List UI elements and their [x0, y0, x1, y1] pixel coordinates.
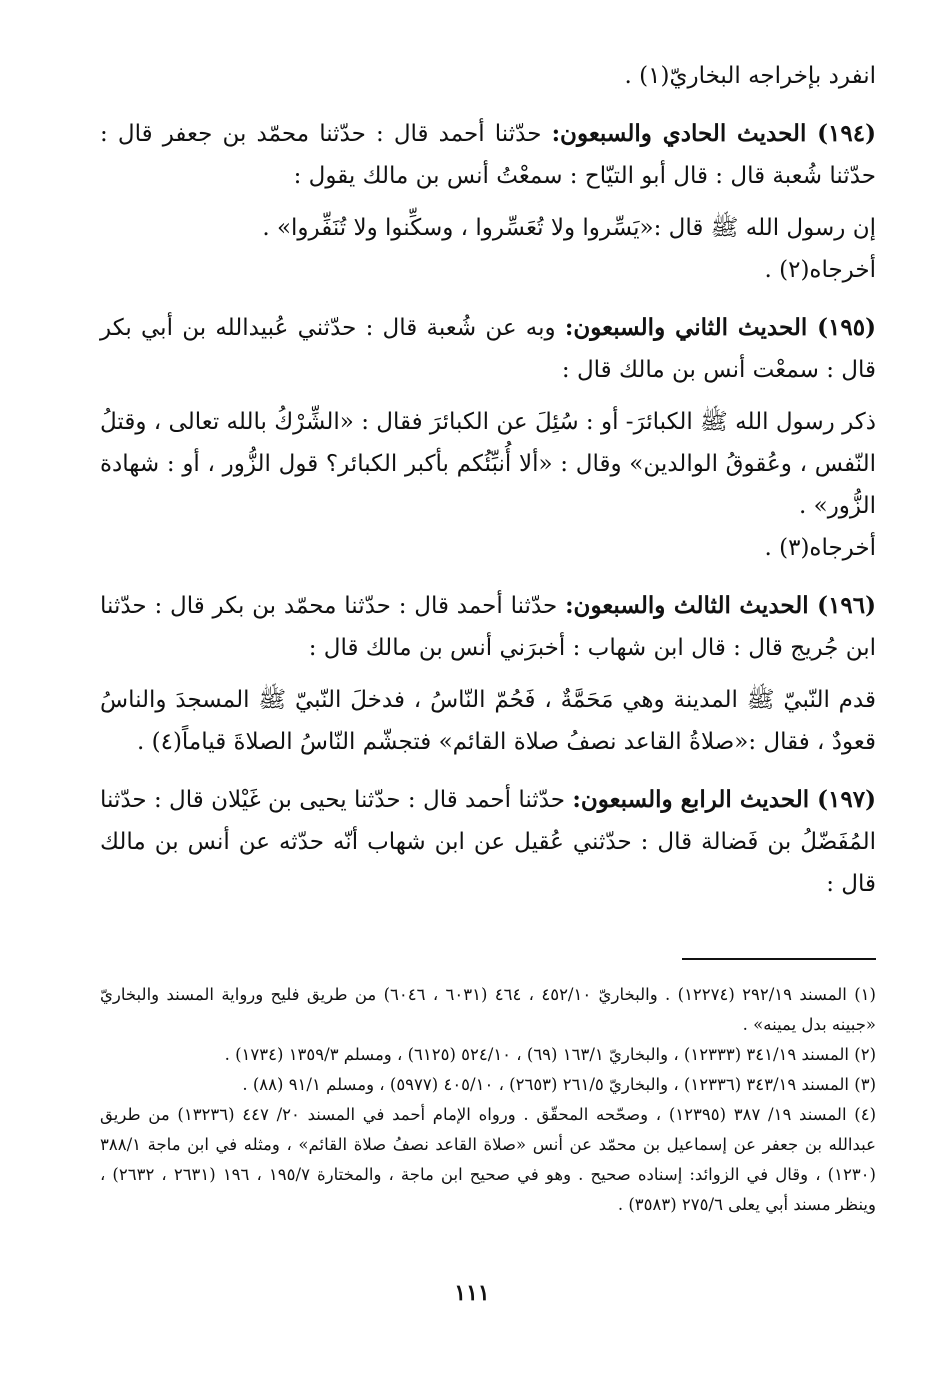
footnote-1: (١) المسند ٢٩٢/١٩ (١٢٢٧٤) . والبخاريّ ٤٥٢/١٠ ، ٤٦٤ (٦٠٣١ ، ٦٠٤٦) من طريق فليح ورواية المسند والبخاريّ «جبينه بدل يمينه» . [100, 985, 876, 1034]
hadith-chain: وبه عن شُعبة قال : حدّثني عُبيدالله بن أبي بكر قال : سمعْت أنس بن مالك قال : [100, 315, 876, 383]
hadith-196 [100, 585, 876, 763]
hadith-heading: (١٩٥) الحديث الثاني والسبعون: [564, 314, 876, 341]
hadith-isnad [100, 113, 876, 197]
hadith-text: ذكر رسول الله ﷺ الكبائرَ- أو : سُئِلَ عن الكبائرَ فقال : «الشِّرْكُ بالله تعالى ، وقتلُ النّفس ، وعُقوقُ الوالدين» وقال : «ألا أُنبِّئُكم بأكبر الكبائر؟ قول الزُّور ، أو : شهادة الزُّور» . [100, 409, 876, 519]
hadith-chain: حدّثنا أحمد قال : حدّثنا محمّد بن جعفر قال : حدّثنا شُعبة قال : قال أبو التيّاح : سمعْتُ أنس بن مالك يقول : [100, 121, 876, 189]
hadith-197 [100, 779, 876, 905]
page-number: ١١١ [454, 1280, 490, 1306]
hadith-chain: حدّثنا أحمد قال : حدّثنا محمّد بن بكر قال : حدّثنا ابن جُريج قال : قال ابن شهاب : أخبرَني أنس بن مالك قال : [100, 593, 876, 661]
hadith-194 [100, 113, 876, 291]
hadith-isnad [100, 779, 876, 905]
intro-line: انفرد بإخراجه البخاريّ(١) . [624, 63, 876, 89]
footnote-separator [682, 958, 876, 960]
footnote-3: (٣) المسند ٣٤٣/١٩ (١٢٣٣٦) ، والبخاريّ ٢٦١/٥ (٢٦٥٣) ، ٤٠٥/١٠ (٥٩٧٧) ، ومسلم ٩١/١ (٨٨) . [242, 1075, 876, 1094]
footnote-2: (٢) المسند ٣٤١/١٩ (١٢٣٣٣) ، والبخاريّ ١٦٣/١ (٦٩) ، ٥٢٤/١٠ (٦١٢٥) ، ومسلم ١٣٥٩/٣ (١٧٣٤) . [224, 1045, 876, 1064]
hadith-text: قدم النّبيّ ﷺ المدينة وهي مَحَمَّةٌ ، فَحُمّ النّاسُ ، فدخلَ النّبيّ ﷺ المسجدَ والناسُ قعودٌ ، فقال :«صلاةُ القاعد نصفُ صلاة القائم» فتجشّم النّاسُ الصلاةَ قياماً(٤) . [100, 687, 876, 755]
hadith-heading: (١٩٤) الحديث الحادي والسبعون: [551, 120, 876, 147]
footnotes [100, 980, 876, 1220]
hadith-heading: (١٩٦) الحديث الثالث والسبعون: [565, 592, 877, 619]
hadith-195 [100, 307, 876, 569]
hadith-isnad [100, 307, 876, 391]
hadith-chain: حدّثنا أحمد قال : حدّثنا يحيى بن غَيْلان قال : حدّثنا المُفَضّلُ بن فَضالة قال : حدّثني عُقيل عن ابن شهاب أنّه حدّثه عن أنس بن مالك قال : [100, 787, 876, 897]
hadith-heading: (١٩٧) الحديث الرابع والسبعون: [572, 786, 876, 813]
hadith-text: إن رسول الله ﷺ قال :«يَسِّروا ولا تُعَسِّروا ، وسكِّنوا ولا تُنَفِّروا» . [262, 215, 876, 241]
footnote-4: (٤) المسند ١٩/ ٣٨٧ (١٢٣٩٥) ، وصحّحه المحقّق . ورواه الإمام أحمد في المسند ٢٠/ ٤٤٧ (١٣٢٣٦) من طريق عبدالله بن جعفر عن إسماعيل بن محمّد عن أنس «صلاة القاعد نصفُ صلاة القائم» ، ومثله في ابن ماجة ٣٨٨/١ (١٢٣٠) ، وقال في الزوائد: إسناده صحيح . وهو في صحيح ابن ماجة ، والمختارة ١٩٥/٧ ، ١٩٦ (٢٦٣١ ، ٢٦٣٢) ، وينظر مسند أبي يعلى ٢٧٥/٦ (٣٥٨٣) . [100, 1105, 876, 1214]
hadith-isnad [100, 585, 876, 669]
hadith-note: أخرجاه(٢) . [764, 257, 876, 283]
main-text [100, 55, 876, 905]
hadith-note: أخرجاه(٣) . [764, 535, 876, 561]
